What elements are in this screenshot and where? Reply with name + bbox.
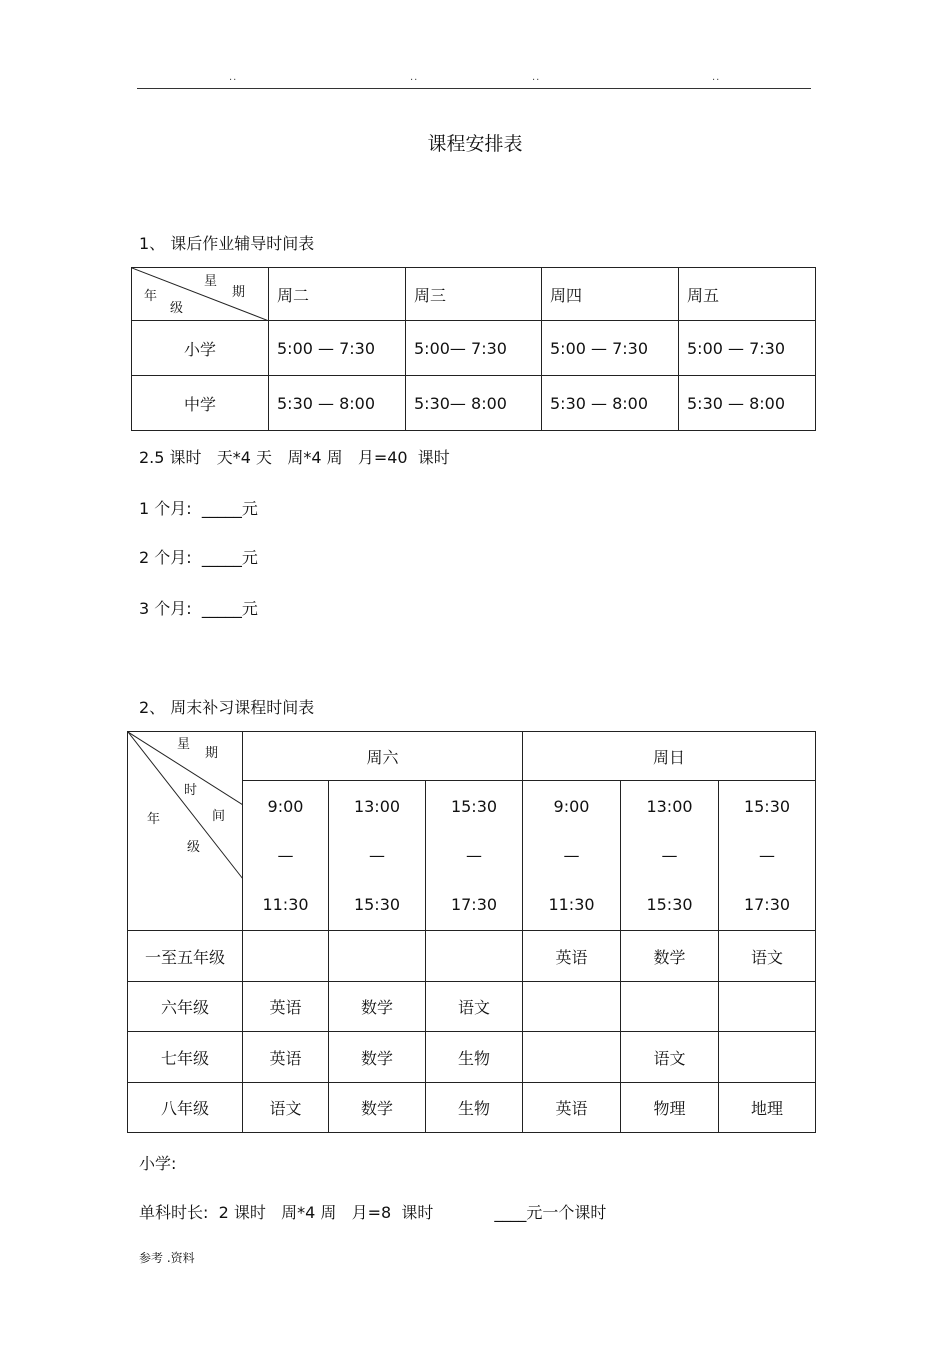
time-end: 15:30 — [353, 894, 401, 914]
time-end: 17:30 — [743, 894, 791, 914]
subject-cell: 数学 — [621, 931, 719, 982]
subject-cell: 物理 — [621, 1083, 719, 1133]
table-row — [132, 321, 816, 376]
single-subject-formula: 单科时长: 2 课时 周*4 周 月=8 课时 ____元一个课时 — [139, 1203, 607, 1222]
time-dash: — — [277, 845, 294, 865]
time-dash: — — [661, 845, 678, 865]
price-line: 1 个月: _____元 — [139, 499, 258, 518]
corner-label-day: 期 — [232, 285, 246, 300]
time-cell: 5:30 — 8:00 — [269, 376, 406, 431]
time-slot — [719, 781, 816, 931]
time-dash: — — [466, 845, 482, 865]
table-row — [132, 376, 816, 431]
corner-label-grade: 年 — [144, 289, 158, 304]
subject-cell: 语文 — [243, 1083, 329, 1133]
column-header: 周五 — [679, 268, 816, 321]
subject-cell — [523, 1032, 621, 1083]
section1-heading: 1、 课后作业辅导时间表 — [139, 234, 315, 253]
grade-label: 七年级 — [128, 1032, 243, 1083]
grade-label: 六年级 — [128, 982, 243, 1032]
time-cell: 5:00 — 7:30 — [679, 321, 816, 376]
section2-heading: 2、 周末补习课程时间表 — [139, 698, 315, 717]
footer-text: 参考 .资料 — [139, 1251, 195, 1265]
corner-cell — [132, 268, 269, 321]
subject-cell: 语文 — [719, 931, 816, 982]
time-slot — [329, 781, 426, 931]
time-dash: — — [759, 845, 775, 865]
table-header-row — [132, 268, 816, 321]
grade-label: 一至五年级 — [128, 931, 243, 982]
subject-cell — [426, 931, 523, 982]
time-end: 15:30 — [646, 894, 693, 914]
time-start: 13:00 — [646, 796, 693, 816]
time-dash: — — [563, 845, 580, 865]
subject-cell: 英语 — [523, 1083, 621, 1133]
time-start: 15:30 — [450, 796, 498, 816]
table-row — [128, 931, 816, 982]
time-end: 11:30 — [262, 894, 309, 914]
subject-cell: 语文 — [621, 1032, 719, 1083]
time-cell: 5:00 — 7:30 — [269, 321, 406, 376]
price-line: 2 个月: _____元 — [139, 548, 258, 567]
price-line: 3 个月: _____元 — [139, 599, 258, 618]
row-label: 小学 — [132, 321, 269, 376]
table-header-row — [128, 732, 816, 781]
subject-cell: 数学 — [329, 1083, 426, 1133]
table-row — [128, 982, 816, 1032]
time-dash: — — [369, 845, 385, 865]
time-end: 17:30 — [450, 894, 498, 914]
column-header: 周三 — [406, 268, 542, 321]
table-row — [128, 1083, 816, 1133]
time-start: 9:00 — [267, 796, 304, 816]
time-cell: 5:00— 7:30 — [406, 321, 542, 376]
subject-cell: 英语 — [243, 982, 329, 1032]
time-start: 9:00 — [553, 796, 590, 816]
subject-cell: 地理 — [719, 1083, 816, 1133]
corner-label-day: 星 — [177, 737, 191, 752]
hours-formula: 2.5 课时 天*4 天 周*4 周 月=40 课时 — [139, 448, 450, 467]
corner-label-day: 星 — [204, 274, 218, 289]
corner-label-time: 间 — [212, 809, 226, 824]
day-header-sunday: 周日 — [523, 732, 816, 781]
subject-cell: 语文 — [426, 982, 523, 1032]
subject-cell — [621, 982, 719, 1032]
corner-cell — [128, 732, 243, 931]
weekend-schedule-table — [127, 731, 816, 1133]
time-cell: 5:30 — 8:00 — [542, 376, 679, 431]
subject-cell — [719, 1032, 816, 1083]
subject-cell — [329, 931, 426, 982]
time-cell: 5:00 — 7:30 — [542, 321, 679, 376]
time-start: 15:30 — [743, 796, 791, 816]
header-dots: .. — [712, 72, 721, 83]
corner-label-grade: 年 — [147, 812, 161, 827]
column-header: 周二 — [269, 268, 406, 321]
time-slot — [426, 781, 523, 931]
diagonal-lines — [128, 732, 243, 931]
time-cell: 5:30— 8:00 — [406, 376, 542, 431]
corner-label-day: 期 — [205, 746, 219, 761]
corner-label-grade: 级 — [170, 301, 184, 316]
header-dots: .. — [532, 72, 541, 83]
subject-cell: 生物 — [426, 1083, 523, 1133]
time-slot — [243, 781, 329, 931]
primary-school-label: 小学: — [139, 1154, 177, 1173]
subject-cell: 生物 — [426, 1032, 523, 1083]
header-rule — [137, 88, 811, 89]
subject-cell: 英语 — [243, 1032, 329, 1083]
time-cell: 5:30 — 8:00 — [679, 376, 816, 431]
column-header: 周四 — [542, 268, 679, 321]
subject-cell: 数学 — [329, 1032, 426, 1083]
subject-cell — [243, 931, 329, 982]
homework-schedule-table — [131, 267, 816, 431]
time-slot — [621, 781, 719, 931]
subject-cell — [523, 982, 621, 1032]
corner-label-time: 时 — [184, 783, 198, 798]
time-start: 13:00 — [353, 796, 401, 816]
time-end: 11:30 — [548, 894, 595, 914]
page-title: 课程安排表 — [427, 133, 523, 155]
subject-cell — [719, 982, 816, 1032]
table-row — [128, 1032, 816, 1083]
time-slot — [523, 781, 621, 931]
header-dots: .. — [410, 72, 419, 83]
row-label: 中学 — [132, 376, 269, 431]
day-header-saturday: 周六 — [243, 732, 523, 781]
subject-cell: 数学 — [329, 982, 426, 1032]
subject-cell: 英语 — [523, 931, 621, 982]
grade-label: 八年级 — [128, 1083, 243, 1133]
corner-label-grade: 级 — [187, 840, 201, 855]
header-dots: .. — [229, 72, 238, 83]
